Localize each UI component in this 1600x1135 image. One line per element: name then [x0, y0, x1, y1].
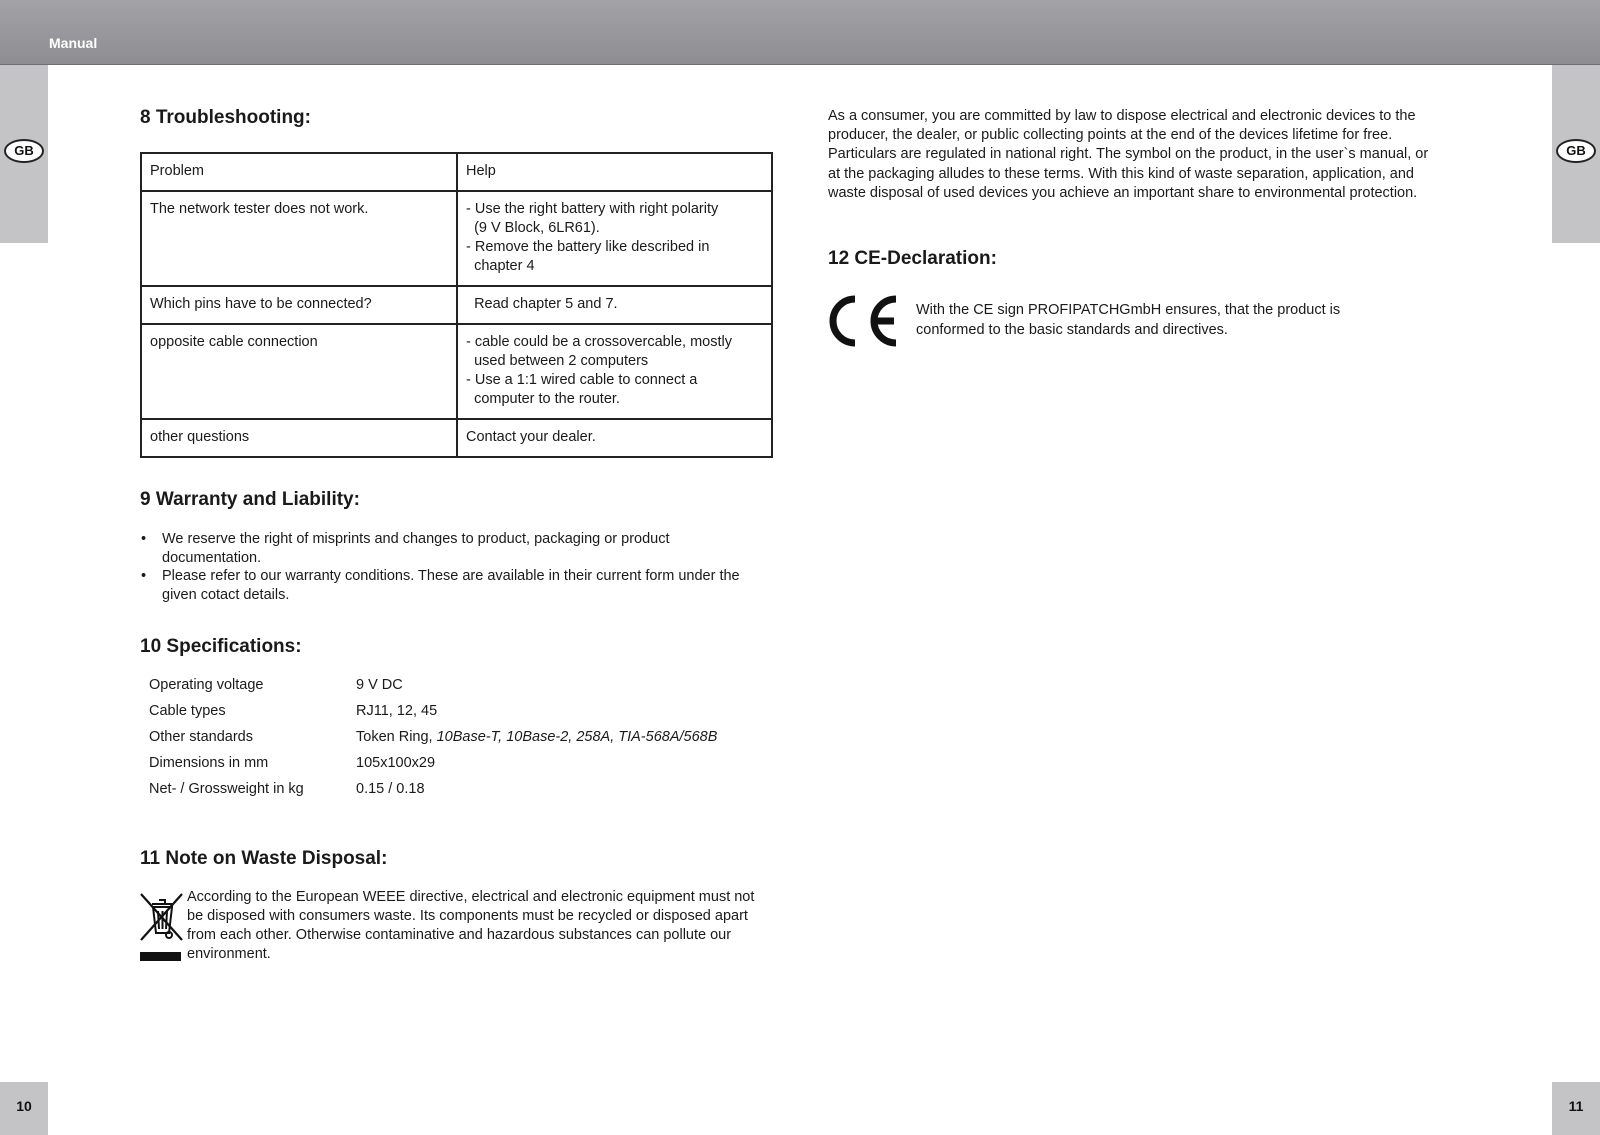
help-header: Help — [457, 153, 772, 191]
help-cell — [457, 419, 772, 457]
help-line: Contact your dealer. — [466, 429, 596, 445]
ce-mark-icon — [825, 293, 901, 349]
table-row — [141, 419, 772, 457]
language-badge-left: GB — [4, 139, 44, 163]
page-number-left: 10 — [0, 1082, 48, 1135]
help-cell — [457, 286, 772, 324]
help-line: - Remove the battery like described in — [466, 239, 710, 255]
problem-cell: The network tester does not work. — [141, 191, 457, 286]
warranty-list — [140, 530, 760, 604]
spec-label: Dimensions in mm — [149, 755, 269, 771]
help-line: chapter 4 — [466, 258, 535, 274]
list-item: • Please refer to our warranty conditions. These are available in their current form under the given cotact details. — [140, 567, 760, 604]
list-item: • We reserve the right of misprints and changes to product, packaging or product documentation. — [140, 530, 760, 567]
spec-value: RJ11, 12, 45 — [356, 703, 438, 719]
ce-paragraph: With the CE sign PROFIPATCHGmbH ensures, that the product is conformed to the basic standards and directives. — [916, 302, 1341, 338]
consumer-paragraph: As a consumer, you are committed by law to dispose electrical and electronic devices to the producer, the dealer, or public collecting points at the end of the devices lifetime for free. Particulars are regulated in national right. The symbol on the product, in the user`s manual, or at the packaging alludes to these terms. With this kind of waste separation, application, and waste disposal of used devices you achieve an important share to environmental protection. — [828, 108, 1429, 201]
specifications-heading: 10 Specifications: — [140, 636, 302, 657]
spec-row — [149, 703, 717, 729]
page-number-right: 11 — [1552, 1082, 1600, 1135]
problem-cell: other questions — [141, 419, 457, 457]
help-line: - Use a 1:1 wired cable to connect a — [466, 372, 698, 388]
spec-value: 9 V DC — [356, 677, 403, 693]
ce-heading: 12 CE-Declaration: — [828, 248, 997, 269]
header-bar — [0, 0, 1600, 65]
spec-row — [149, 755, 717, 781]
spec-row — [149, 729, 717, 755]
help-line: - Use the right battery with right polarity — [466, 201, 719, 217]
troubleshooting-heading: 8 Troubleshooting: — [140, 107, 311, 128]
spec-label: Net- / Grossweight in kg — [149, 781, 304, 797]
help-cell — [457, 191, 772, 286]
table-header-row — [141, 153, 772, 191]
spec-label: Cable types — [149, 703, 226, 719]
manual-title: Manual — [49, 35, 98, 51]
spec-value: 105x100x29 — [356, 755, 436, 771]
problem-cell: Which pins have to be connected? — [141, 286, 457, 324]
language-badge-right: GB — [1556, 139, 1596, 163]
spec-value-plain: Token Ring, — [356, 729, 437, 745]
specifications-table — [149, 677, 717, 807]
waste-heading: 11 Note on Waste Disposal: — [140, 848, 388, 869]
help-line: Read chapter 5 and 7. — [466, 296, 618, 312]
help-line: computer to the router. — [466, 391, 620, 407]
spec-row — [149, 677, 717, 703]
spec-value: 0.15 / 0.18 — [356, 781, 425, 797]
problem-cell: opposite cable connection — [141, 324, 457, 419]
help-line: used between 2 computers — [466, 353, 649, 369]
problem-header: Problem — [141, 153, 457, 191]
table-row — [141, 191, 772, 286]
warranty-heading: 9 Warranty and Liability: — [140, 489, 360, 510]
spec-label: Other standards — [149, 729, 253, 745]
help-line: - cable could be a crossovercable, mostly — [466, 334, 732, 350]
help-line: (9 V Block, 6LR61). — [466, 220, 600, 236]
troubleshooting-table — [140, 152, 773, 458]
spec-row — [149, 781, 717, 807]
crossed-out-wheelie-bin-icon — [138, 890, 186, 962]
spec-value — [356, 729, 717, 755]
table-row — [141, 324, 772, 419]
help-cell — [457, 324, 772, 419]
table-row — [141, 286, 772, 324]
spec-label: Operating voltage — [149, 677, 264, 693]
spec-value-italic: 10Base-T, 10Base-2, 258A, TIA-568A/568B — [436, 729, 718, 745]
waste-paragraph: According to the European WEEE directive, electrical and electronic equipment must not be disposed with consumers waste. Its components must be recycled or disposed apart from each other. Otherwise contaminative and hazardous substances can pollute our environment. — [187, 889, 755, 962]
